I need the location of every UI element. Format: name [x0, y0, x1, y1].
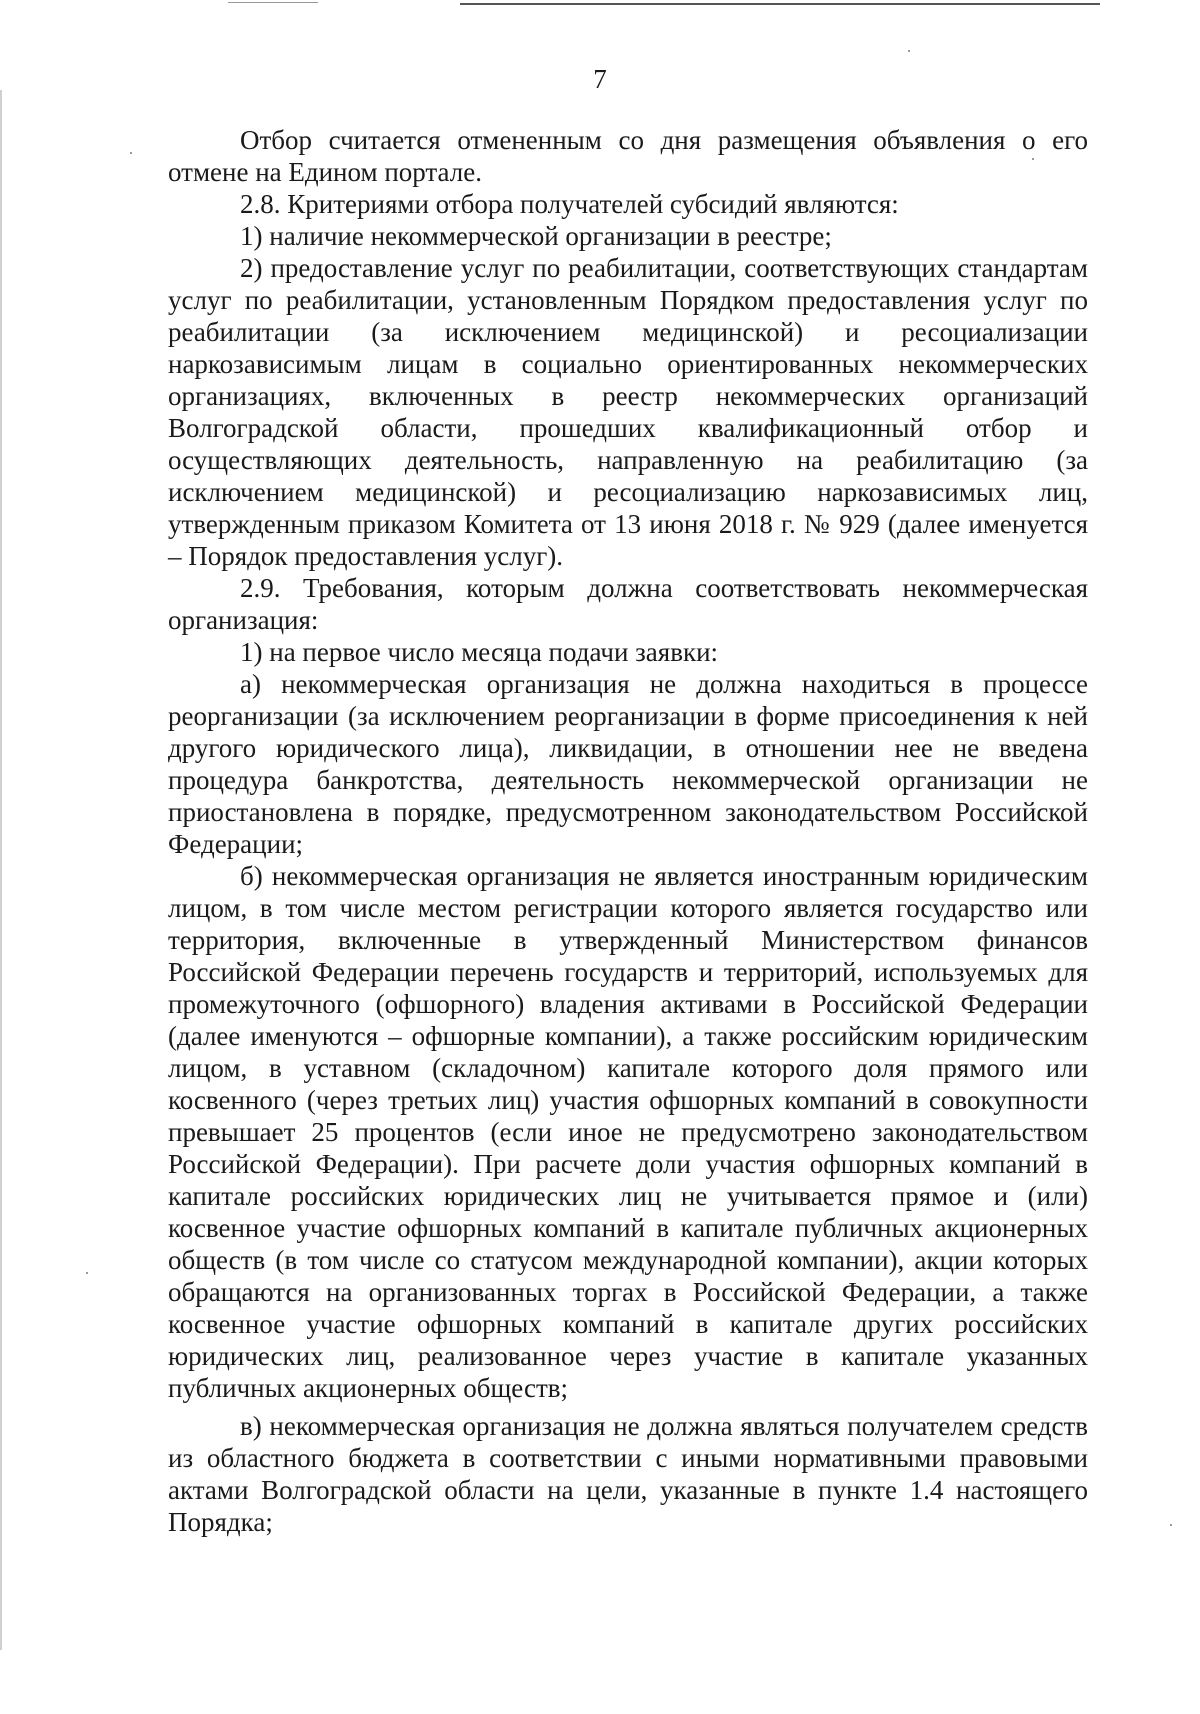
paragraph-selection-cancelled: Отбор считается отмененным со дня размещения объявления о его отмене на Едином портале.: [168, 125, 1088, 187]
page-number: 7: [593, 64, 607, 94]
paragraph-requirement-b-offshore: б) некоммерческая организация не является иностранным юридическим лицом, в том числе местом регистрации которого является государство или территория, включенные в утвержденный Министерством финансов Российской Федерации перечень государств и территорий, используемых для промежуточного (офшорного) владения активами в Российской Федерации (далее именуются – офшорные компании), а также российским юридическим лицом, в уставном (складочном) капитале которого доля прямого или косвенного (через третьих лиц) участия офшорных компаний в совокупности превышает 25 процентов (если иное не предусмотрено законодательством Российской Федерации). При расчете доли участия офшорных компаний в капитале российских юридических лиц не учитывается прямое и (или) косвенное участие офшорных компаний в капитале публичных акционерных обществ (в том числе со статусом международной компании), акции которых обращаются на организованных торгах в Российской Федерации, а также косвенное участие офшорных компаний в капитале других российских юридических лиц, реализованное через участие в капитале указанных публичных акционерных обществ;: [168, 861, 1088, 1403]
paragraph-requirement-v-budget-funds: в) некоммерческая организация не должна являться получателем средств из областного бюджета в соответствии с иными нормативными правовыми актами Волгоградской области на цели, указанные в пункте 1.4 настоящего Порядка;: [168, 1411, 1088, 1537]
scan-speck: [86, 1272, 88, 1274]
scan-speck: [908, 50, 910, 52]
paragraph-2-8-criteria: 2.8. Критериями отбора получателей субсидий являются:: [240, 189, 899, 219]
paragraph-criterion-2-rehabilitation-services: 2) предоставление услуг по реабилитации, соответствующих стандартам услуг по реабилитации, установленным Порядком предоставления услуг по реабилитации (за исключением медицинской) и ресоциализации наркозависимым лицам в социально ориентированных некоммерческих организациях, включенных в реестр некоммерческих организаций Волгоградской области, прошедших квалификационный отбор и осуществляющих деятельность, направленную на реабилитацию (за исключением медицинской) и ресоциализацию наркозависимых лиц, утвержденным приказом Комитета от 13 июня 2018 г. № 929 (далее именуется – Порядок предоставления услуг).: [168, 253, 1088, 571]
scan-artifact-left-edge: [0, 90, 2, 1650]
scan-speck: [1170, 1524, 1172, 1526]
scan-artifact-top-line: [460, 3, 1100, 5]
scan-speck: [130, 152, 132, 154]
paragraph-criterion-1-registry: 1) наличие некоммерческой организации в реестре;: [240, 221, 832, 251]
paragraph-2-9-requirements: 2.9. Требования, которым должна соответствовать некоммерческая организация:: [168, 573, 1088, 635]
document-body: [168, 124, 1088, 1538]
paragraph-requirement-1-first-day-of-month: 1) на первое число месяца подачи заявки:: [240, 637, 719, 667]
scan-artifact-top-left: [228, 2, 318, 3]
paragraph-requirement-a-no-reorganization: а) некоммерческая организация не должна находиться в процессе реорганизации (за исключением реорганизации в форме присоединения к ней другого юридического лица), ликвидации, в отношении нее не введена процедура банкротства, деятельность некоммерческой организации не приостановлена в порядке, предусмотренном законодательством Российской Федерации;: [168, 669, 1088, 859]
